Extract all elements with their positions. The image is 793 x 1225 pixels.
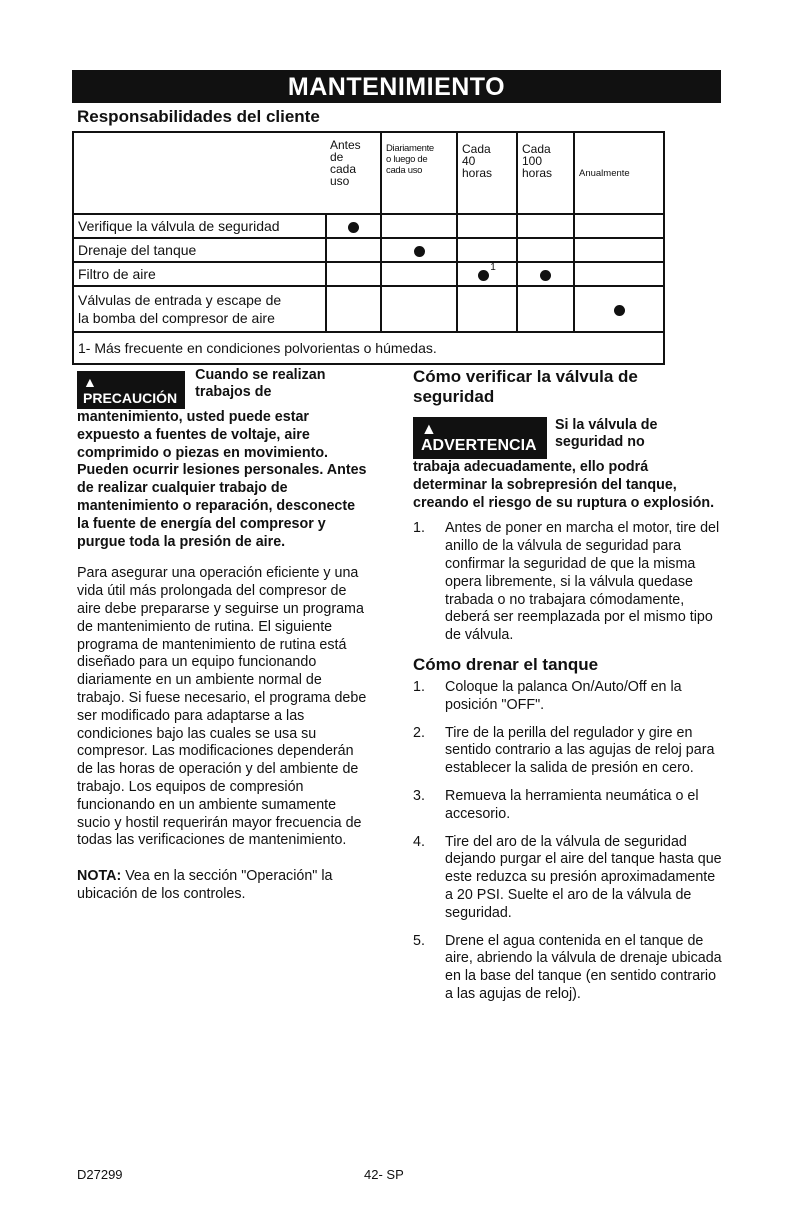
caution-lead: Cuando se realizan trabajos de: [195, 367, 326, 400]
task-cell: [73, 262, 326, 286]
header-annually: [574, 132, 664, 214]
footer-page-number: 42- SP: [364, 1167, 404, 1182]
mark-cell: [457, 214, 517, 238]
header-text: Diariamente: [386, 143, 434, 154]
footnote-cell: [73, 332, 664, 364]
mark-cell: [574, 238, 664, 262]
mark-cell: [457, 286, 517, 332]
bullet-icon: [348, 222, 359, 233]
step-number: 1.: [413, 678, 425, 695]
warning-badge: [413, 417, 547, 459]
mark-cell: [326, 214, 381, 238]
step-text: Antes de poner en marcha el motor, tire del anillo de la válvula de seguridad para confirmar la seguridad de que la misma opera libremente, si la válvula quedase trabada o no trabajara cómodamente, deberá ser reemplazada por el mismo tipo de válvula.: [445, 520, 720, 644]
note-label: NOTA:: [77, 868, 122, 885]
verify-valve-title: Cómo verificar la válvula de seguridad: [413, 367, 638, 406]
task-label: Válvulas de entrada y escape de: [78, 292, 282, 308]
mark-cell: [326, 286, 381, 332]
table-header-row: [73, 132, 664, 214]
task-cell: [73, 286, 326, 332]
header-before-each-use: [326, 132, 381, 214]
footer-doc-code: D27299: [77, 1167, 123, 1182]
header-text: Cada: [522, 142, 551, 156]
header-text: cada: [330, 162, 357, 176]
header-text: de: [330, 150, 344, 164]
list-item: [413, 520, 723, 645]
header-every-100-hours: [517, 132, 574, 214]
header-text: cada uso: [386, 165, 423, 176]
list-item: [413, 725, 723, 778]
step-number: 5.: [413, 932, 425, 949]
note: [77, 868, 367, 904]
table-footnote-row: [73, 332, 664, 364]
step-number: 1.: [413, 520, 425, 537]
header-text: horas: [462, 166, 493, 180]
header-text: 40: [462, 154, 476, 168]
list-item: [413, 834, 723, 923]
warning-lead: Si la válvula de seguridad no: [554, 417, 658, 450]
caution-header: [77, 367, 367, 409]
mark-cell: [326, 262, 381, 286]
right-column: [413, 367, 723, 1014]
mark-cell: [517, 238, 574, 262]
mark-cell: [381, 262, 457, 286]
header-text: Cada: [462, 142, 491, 156]
mark-cell: [574, 214, 664, 238]
task-label: Verifique la válvula de seguridad: [78, 218, 280, 234]
footnote-text: 1- Más frecuente en condiciones polvorientas o húmedas.: [78, 340, 437, 356]
header-every-40-hours: [457, 132, 517, 214]
task-cell: [73, 238, 326, 262]
section-banner: MANTENIMIENTO: [72, 70, 721, 103]
note-text: Vea en la sección "Operación" la ubicación de los controles.: [77, 868, 333, 902]
bullet-icon: [478, 270, 489, 281]
step-number: 2.: [413, 724, 425, 741]
header-empty-cell: [73, 132, 326, 214]
step-text: Tire de la perilla del regulador y gire en sentido contrario a las agujas de reloj para establecer la salida de presión en cero.: [445, 724, 715, 777]
caution-badge: [77, 371, 185, 409]
mark-cell: [326, 238, 381, 262]
warning-triangle-icon: ▲: [83, 374, 97, 390]
bullet-icon: [414, 246, 425, 257]
header-text: Anualmente: [579, 167, 630, 179]
warning-body: trabaja adecuadamente, ello podrá determinar la sobrepresión del tanque, creando el riesgo de su ruptura o explosión.: [413, 459, 715, 511]
header-daily: [381, 132, 457, 214]
caution-body: mantenimiento, usted puede estar expuesto a fuentes de voltaje, aire comprimido o piezas en movimiento. Pueden ocurrir lesiones personales. Antes de realizar cualquier trabajo de mantenimiento o reparación, desconecte la fuente de energía del compresor y purgue toda la presión de aire.: [77, 409, 367, 550]
mark-cell: [574, 262, 664, 286]
step-text: Remueva la herramienta neumática o el accesorio.: [445, 787, 699, 822]
mark-cell: [574, 286, 664, 332]
mark-cell: [381, 286, 457, 332]
maintenance-schedule-table: [72, 131, 665, 365]
verify-steps: [413, 520, 723, 645]
table-row: [73, 286, 664, 332]
warning-triangle-icon: ▲: [421, 421, 437, 438]
header-text: o luego de: [386, 154, 428, 165]
list-item: [413, 788, 723, 824]
mark-cell: [517, 262, 574, 286]
warning-header: [413, 417, 723, 459]
step-text: Coloque la palanca On/Auto/Off en la posición "OFF".: [445, 678, 682, 713]
step-text: Drene el agua contenida en el tanque de aire, abriendo la válvula de drenaje ubicada en la base del tanque (en sentido contrario a las agujas de reloj).: [445, 932, 722, 1002]
step-text: Tire del aro de la válvula de seguridad dejando purgar el aire del tanque hasta que este reduzca su presión aproximadamente a 20 PSI. Suelte el aro de la válvula de seguridad.: [445, 833, 722, 921]
mark-cell: [517, 286, 574, 332]
left-column: [77, 367, 367, 904]
list-item: [413, 679, 723, 715]
table-row: [73, 262, 664, 286]
task-cell: [73, 214, 326, 238]
bullet-icon: [614, 305, 625, 316]
header-text: Antes: [330, 138, 361, 152]
caution-badge-label: PRECAUCIÓN: [83, 390, 178, 406]
warning-badge-label: ADVERTENCIA: [421, 437, 537, 454]
header-text: uso: [330, 174, 350, 188]
drain-tank-title: Cómo drenar el tanque: [413, 654, 599, 674]
table-row: [73, 238, 664, 262]
mark-cell: [457, 238, 517, 262]
table-row: [73, 214, 664, 238]
drain-steps: [413, 679, 723, 1004]
mark-cell: [381, 214, 457, 238]
mark-cell: [517, 214, 574, 238]
intro-paragraph: Para asegurar una operación eficiente y una vida útil más prolongada del compresor de aire debe prepararse y seguirse un programa de mantenimiento de rutina. El siguiente programa de mantenimiento de rutina está diseñado para un equipo funcionando diariamente en un ambiente normal de trabajo. Si fuese necesario, el programa debe ser modificado para adaptarse a las condiciones bajo las cuales se usa su compresor. Las modificaciones dependerán de las horas de operación y del ambiente de trabajo. Los equipos de compresión funcionando en un ambiente sumamente sucio y hostil requerirán mayor frecuencia de todas las verificaciones de mantenimiento.: [77, 565, 367, 849]
task-label: Filtro de aire: [78, 266, 156, 282]
task-label: Drenaje del tanque: [78, 242, 197, 258]
step-number: 3.: [413, 787, 425, 804]
header-text: 100: [522, 154, 543, 168]
step-number: 4.: [413, 833, 425, 850]
subheading: Responsabilidades del cliente: [77, 107, 320, 126]
list-item: [413, 933, 723, 1004]
footnote-marker: 1: [490, 262, 496, 273]
mark-cell: [381, 238, 457, 262]
bullet-icon: [540, 270, 551, 281]
task-label: la bomba del compresor de aire: [78, 310, 275, 326]
header-text: horas: [522, 166, 553, 180]
mark-cell: [457, 262, 517, 286]
